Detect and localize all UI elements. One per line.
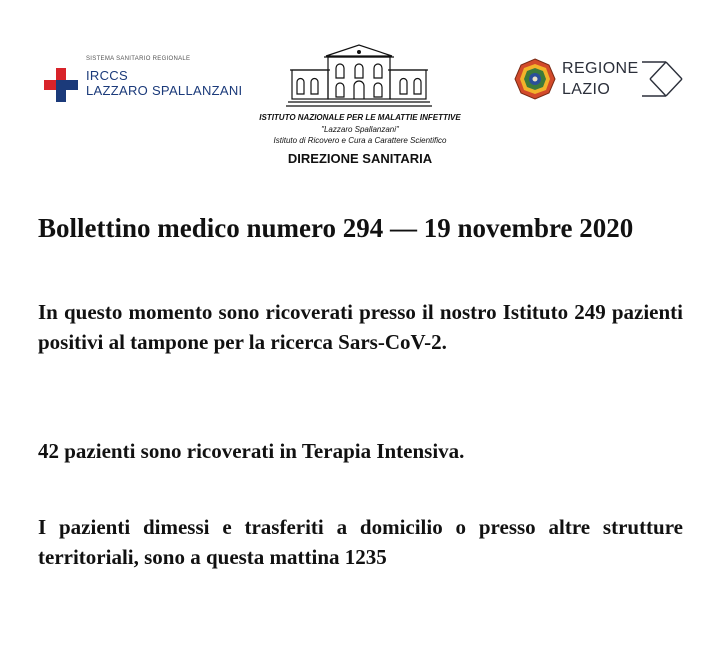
paragraph-hospitalized: In questo momento sono ricoverati presso il nostro Istituto 249 pazienti positivi al tampone per la ricerca Sars-CoV-2. — [38, 300, 683, 354]
logo-line-lazio: LAZIO — [562, 81, 611, 98]
regione-lazio-logo — [514, 56, 684, 106]
institute-subtitle: Istituto di Ricovero e Cura a Carattere Scientifico — [273, 136, 447, 145]
department-name: DIREZIONE SANITARIA — [287, 151, 433, 166]
institute-building-icon — [284, 42, 434, 112]
spallanzani-logo — [44, 56, 244, 106]
logo-line-spallanzani: LAZZARO SPALLANZANI — [86, 83, 243, 98]
logo-tagline: SISTEMA SANITARIO REGIONALE — [86, 56, 191, 62]
chevron-decoration-icon — [642, 58, 684, 100]
institute-name: ISTITUTO NAZIONALE PER LE MALATTIE INFETTIVE — [259, 113, 461, 122]
regione-lazio-emblem-icon — [514, 58, 556, 100]
institute-person-name: "Lazzaro Spallanzani" — [321, 125, 399, 134]
paragraph-intensive-care: 42 pazienti sono ricoverati in Terapia Intensiva. — [38, 439, 465, 463]
bulletin-title: Bollettino medico numero 294 — 19 novembre 2020 — [38, 213, 634, 243]
logo-line-irccs: IRCCS — [86, 68, 128, 83]
institute-heading — [200, 112, 520, 170]
letterhead — [0, 0, 720, 190]
red-blue-cross-icon — [44, 68, 78, 102]
logo-line-regione: REGIONE — [562, 60, 639, 77]
paragraph-discharged: I pazienti dimessi e trasferiti a domicilio o presso altre strutture territoriali, sono a questa mattina 1235 — [38, 515, 683, 569]
